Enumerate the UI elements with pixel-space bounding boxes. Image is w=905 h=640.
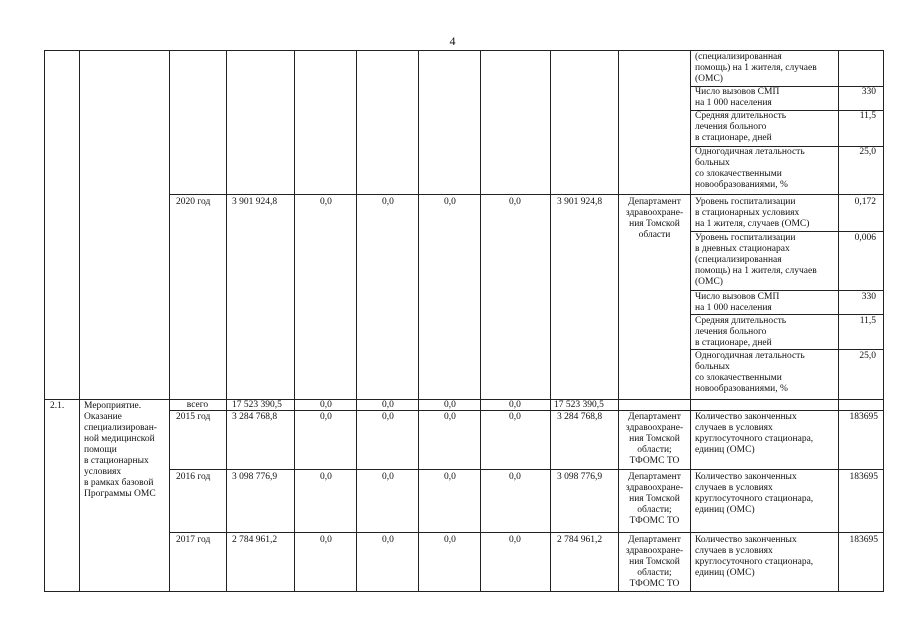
amount-cell: 0,0 [444, 412, 456, 422]
grid-line [690, 314, 884, 315]
amount-cell: 0,0 [509, 197, 521, 207]
grid-line [356, 50, 357, 592]
program-table [44, 50, 884, 592]
grid-line [418, 50, 419, 592]
grid-line [44, 591, 884, 592]
indicator-text: Количество законченных случаев в условиях круглосуточного стационара, единиц (ОМС) [695, 412, 814, 455]
grid-line [550, 50, 551, 592]
executor-cell: Департамент здравоохране- ния Томской области; ТФОМС ТО [625, 412, 684, 466]
indicator-text: Число вызовов СМП на 1 000 населения [695, 87, 780, 108]
total-cell: 3 284 768,8 [232, 412, 278, 422]
indicator-text: Средняя длительность лечения больного в стационаре, дней [695, 111, 787, 143]
amount-cell: 0,0 [509, 472, 521, 482]
indicator-text: Количество законченных случаев в условиях круглосуточного стационара, единиц (ОМС) [695, 472, 814, 515]
amount-cell: 0,0 [382, 472, 394, 482]
oms-cell: 3 098 776,9 [557, 472, 603, 482]
total-cell: 2 784 961,2 [232, 535, 278, 545]
grid-line [169, 194, 884, 195]
amount-cell: 0,0 [320, 472, 332, 482]
amount-cell: 0,0 [444, 472, 456, 482]
grid-line [294, 50, 295, 592]
total-cell: 3 098 776,9 [232, 472, 278, 482]
indicator-text: Средняя длительность лечения больного в стационаре, дней [695, 316, 787, 348]
total-cell: 3 901 924,8 [232, 197, 278, 207]
grid-line [44, 50, 45, 592]
indicator-text: Одногодичная летальность больных со злокачественными новообразованиями, % [695, 147, 805, 190]
amount-cell: 0,0 [382, 197, 394, 207]
indicator-value: 0,006 [854, 233, 876, 243]
oms-cell: 3 901 924,8 [557, 197, 603, 207]
grid-line [838, 50, 839, 592]
indicator-value: 183695 [849, 412, 878, 422]
indicator-value: 25,0 [859, 147, 876, 157]
executor-cell: Департамент здравоохране- ния Томской области [625, 197, 684, 240]
amount-cell: 0,0 [509, 535, 521, 545]
oms-cell: 3 284 768,8 [557, 412, 603, 422]
indicator-text: Число вызовов СМП на 1 000 населения [695, 292, 780, 313]
amount-cell: 0,0 [509, 400, 521, 410]
amount-cell: 0,0 [320, 412, 332, 422]
indicator-value: 0,172 [854, 197, 876, 207]
grid-line [169, 469, 884, 470]
page-number: 4 [449, 34, 456, 48]
grid-line [480, 50, 481, 592]
amount-cell: 0,0 [382, 400, 394, 410]
indicator-value: 330 [861, 87, 876, 97]
indicator-value: 11,5 [859, 316, 876, 326]
year-cell: 2016 год [176, 472, 211, 482]
amount-cell: 0,0 [382, 412, 394, 422]
year-cell: 2015 год [176, 412, 211, 422]
amount-cell: 0,0 [320, 400, 332, 410]
amount-cell: 0,0 [444, 400, 456, 410]
amount-cell: 0,0 [320, 197, 332, 207]
amount-cell: 0,0 [382, 535, 394, 545]
grid-line [169, 50, 170, 592]
amount-cell: 0,0 [444, 535, 456, 545]
item-number: 2.1. [50, 401, 65, 411]
indicator-text: Одногодичная летальность больных со злокачественными новообразованиями, % [695, 351, 805, 394]
grid-line [79, 50, 80, 592]
indicator-value: 183695 [849, 535, 878, 545]
indicator-text: Количество законченных случаев в условиях круглосуточного стационара, единиц (ОМС) [695, 535, 814, 578]
total-label: всего [186, 400, 209, 410]
year-cell: 2020 год [176, 197, 211, 207]
amount-cell: 0,0 [320, 535, 332, 545]
indicator-value: 183695 [849, 472, 878, 482]
item-title: Мероприятие. Оказание специализирован- ной медицинской помощи в стационарных условиях в рамках базовой Программы ОМС [84, 401, 157, 499]
amount-cell: 0,0 [444, 197, 456, 207]
grid-line [226, 50, 227, 592]
grid-line [44, 50, 884, 51]
year-cell: 2017 год [176, 535, 211, 545]
grid-line [690, 349, 884, 350]
indicator-value: 11,5 [859, 111, 876, 121]
indicator-text: Уровень госпитализации в стационарных условиях на 1 жителя, случаев (ОМС) [695, 197, 810, 229]
indicator-value: 25,0 [859, 351, 876, 361]
indicator-text: (специализированная помощь) на 1 жителя, случаев (ОМС) [695, 52, 817, 84]
amount-cell: 0,0 [509, 412, 521, 422]
indicator-text: Уровень госпитализации в дневных стационарах (специализированная помощь) на 1 жителя, случаев (ОМС) [695, 233, 817, 287]
grid-line [883, 50, 884, 592]
grid-line [690, 231, 884, 232]
executor-cell: Департамент здравоохране- ния Томской области; ТФОМС ТО [625, 535, 684, 589]
executor-cell: Департамент здравоохране- ния Томской области; ТФОМС ТО [625, 472, 684, 526]
grid-line [690, 50, 691, 592]
oms-cell: 2 784 961,2 [557, 535, 603, 545]
grid-line [690, 290, 884, 291]
total-cell: 17 523 390,5 [232, 400, 282, 410]
indicator-value: 330 [861, 292, 876, 302]
grid-line [169, 532, 884, 533]
oms-cell: 17 523 390,5 [554, 400, 604, 410]
